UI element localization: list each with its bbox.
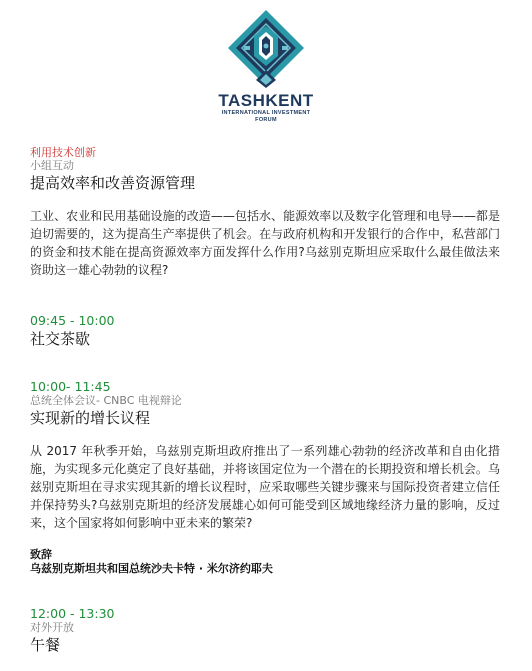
session-description: 从 2017 年秋季开始，乌兹别克斯坦政府推出了一系列雄心勃勃的经济改革和自由化措施，为实现多元化奠定了良好基础，并将该国定位为一个潜在的长期投资和增长机会。乌兹别克斯坦在寻求实现其新的增长议程时，应采取哪些关键步骤来与国际投资者建立信任并保持势头?乌兹别克斯坦的经济发展雄心如何可能受到区域地缘经济力量的影响，反过来，这个国家将如何影响中亚未来的繁荣? [30,444,500,530]
session-format: 总统全体会议- CNBC 电视辩论 [30,394,182,407]
session-format: 小组互动 [30,159,74,172]
session-time: 10:00- 11:45 [30,379,111,394]
brand-subtitle-forum: FORUM [255,117,277,123]
forum-emblem-icon [226,8,306,90]
brand-title: TASHKENT [218,91,314,110]
agenda [30,146,500,655]
session-title: 提高效率和改善资源管理 [30,174,196,192]
session-format: 对外开放 [30,621,74,634]
session-growth-agenda [30,379,500,576]
session-description: 工业、农业和民用基础设施的改造——包括水、能源效率以及数字化管理和电导——都是迫切需要的，这为提高生产率提供了机会。在与政府机构和开发银行的合作中，私营部门的资金和技术能在提高资源效率方面发挥什么作用?乌兹别克斯坦应采取什么最佳做法来资助这一雄心勃勃的议程? [30,209,500,277]
session-title: 午餐 [30,636,61,654]
session-time: 12:00 - 13:30 [30,606,115,621]
session-time: 09:45 - 10:00 [30,313,115,328]
session-title: 实现新的增长议程 [30,409,151,427]
session-resource-management [30,146,500,279]
brand-subtitle: INTERNATIONAL INVESTMENT [221,110,311,116]
speaker-name: 乌兹别克斯坦共和国总统沙夫卡特 · 米尔济约耶夫 [30,562,273,575]
speaker-label: 致辞 [30,548,52,561]
session-lunch [30,606,500,655]
topic-tag: 利用技术创新 [30,146,96,159]
session-title: 社交茶歇 [30,330,91,348]
session-tea-break [30,313,500,349]
forum-logo [0,8,532,124]
